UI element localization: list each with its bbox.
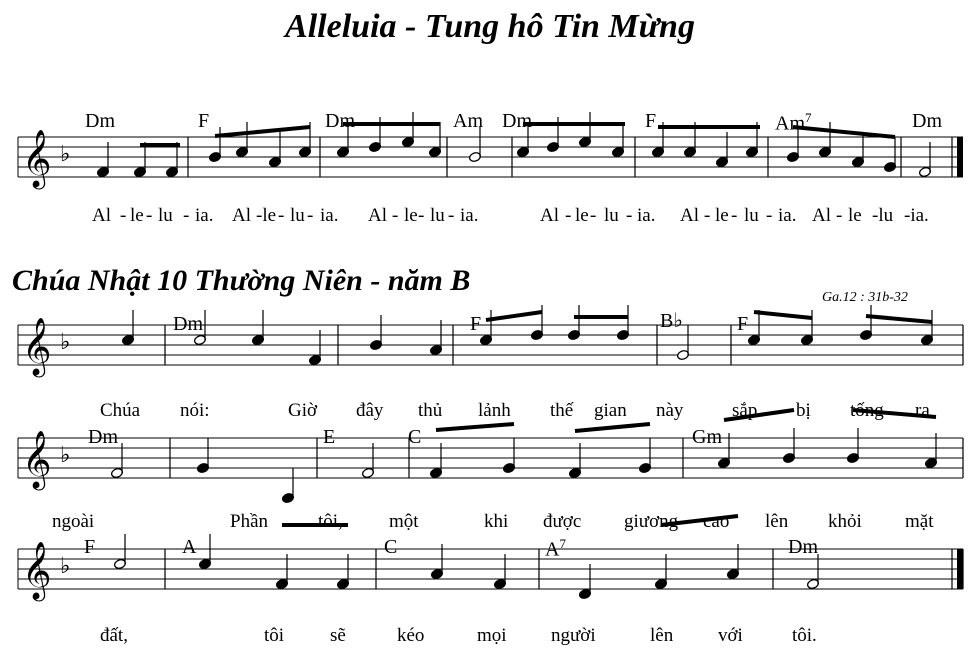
lyric-syllable: thế <box>550 400 574 421</box>
chord: Gm <box>692 426 722 448</box>
chord: B♭ <box>660 310 683 332</box>
lyric-syllable: - <box>704 205 711 226</box>
treble-clef: 𝄞 <box>22 541 52 599</box>
final-barline <box>957 137 963 177</box>
lyric-syllable: ia. <box>195 205 214 226</box>
lyric-syllable: lu <box>430 205 445 226</box>
chord: E <box>323 426 336 448</box>
final-barline <box>957 549 963 589</box>
treble-clef: 𝄞 <box>22 129 52 187</box>
lyric-syllable: - <box>766 205 773 226</box>
lyric-syllable: Al <box>232 205 251 226</box>
lyric-syllable: lu <box>158 205 173 226</box>
lyric-syllable: gian <box>594 400 627 421</box>
lyric-syllable: một <box>389 511 419 532</box>
flat-sign: ♭ <box>60 554 71 579</box>
note-beam <box>215 127 310 136</box>
lyric-syllable: này <box>656 400 684 421</box>
lyric-syllable: được <box>543 511 582 532</box>
note-beam <box>575 424 650 431</box>
lyric-syllable: tôi <box>264 625 285 646</box>
lyric-syllable: người <box>551 625 596 646</box>
lyric-syllable: khỏi <box>828 511 862 532</box>
chord: Dm <box>85 110 115 132</box>
lyric-syllable: mặt <box>905 511 934 532</box>
lyric-syllable: tống <box>850 400 884 421</box>
flat-sign: ♭ <box>60 330 71 355</box>
lyric-syllable: Phần <box>230 511 268 532</box>
lyric-syllable: - <box>278 205 285 226</box>
chord: Dm <box>788 536 818 558</box>
lyric-syllable: le <box>404 205 418 226</box>
lyric-syllable: lảnh <box>478 400 511 421</box>
lyric-syllable: le <box>575 205 589 226</box>
treble-clef: 𝄞 <box>22 317 52 375</box>
lyric-syllable: - <box>590 205 597 226</box>
lyric-syllable: - <box>392 205 399 226</box>
occasion-subtitle: Chúa Nhật 10 Thường Niên - năm B <box>12 264 471 297</box>
lyric-syllable: Al <box>680 205 699 226</box>
lyric-syllable: bị <box>796 400 811 421</box>
song-title: Alleluia - Tung hô Tin Mừng <box>285 8 695 45</box>
lyric-syllable: -lu <box>872 205 894 226</box>
treble-clef: 𝄞 <box>22 430 52 488</box>
chord: Dm <box>325 110 355 132</box>
lyric-syllable: khi <box>484 511 509 532</box>
flat-sign: ♭ <box>60 443 71 468</box>
lyric-syllable: - <box>307 205 314 226</box>
chord: C <box>408 426 422 448</box>
lyric-syllable: sẽ <box>330 625 346 646</box>
chord: Dm <box>173 313 203 335</box>
note-beam <box>486 312 542 320</box>
lyric-syllable: mọi <box>477 625 507 646</box>
lyric-syllable: Al <box>92 205 111 226</box>
lyric-syllable: - <box>146 205 153 226</box>
chord: F <box>737 313 749 335</box>
lyric-syllable: - <box>418 205 425 226</box>
lyric-syllable: tôi. <box>792 625 817 646</box>
lyric-syllable: - <box>565 205 572 226</box>
lyric-syllable: -le <box>256 205 277 226</box>
lyric-syllable: - <box>183 205 190 226</box>
lyric-syllable: le <box>848 205 862 226</box>
chord: F <box>84 536 96 558</box>
flat-sign: ♭ <box>60 142 71 167</box>
lyric-syllable: ra <box>915 400 930 421</box>
lyric-syllable: đất, <box>100 625 128 646</box>
lyric-syllable: kéo <box>397 625 425 646</box>
lyric-syllable: - <box>626 205 633 226</box>
chord: $A^7$ <box>545 536 566 561</box>
lyric-syllable: ia. <box>320 205 339 226</box>
chord: F <box>645 110 657 132</box>
lyric-syllable: Chúa <box>100 400 141 421</box>
lyric-syllable: - <box>448 205 455 226</box>
chord: F <box>198 110 210 132</box>
lyric-syllable: - <box>120 205 127 226</box>
chord: Am <box>453 110 483 132</box>
lyric-syllable: cao <box>703 511 730 532</box>
note-beam <box>436 424 514 430</box>
lyric-syllable: đây <box>356 400 384 421</box>
lyric-syllable: với <box>718 625 743 646</box>
chord: Dm <box>502 110 532 132</box>
note-beam <box>754 312 812 318</box>
lyric-syllable: tôi, <box>318 511 343 532</box>
chord: Dm <box>88 426 118 448</box>
lyric-syllable: nói: <box>180 400 210 421</box>
lyric-syllable: le <box>130 205 144 226</box>
chord: A <box>182 536 197 558</box>
chord: Am$^7$ <box>775 110 812 135</box>
lyric-syllable: lên <box>650 625 674 646</box>
scripture-reference: Ga.12 : 31b-32 <box>822 290 908 305</box>
chord: Dm <box>912 110 942 132</box>
lyric-syllable: -ia. <box>904 205 929 226</box>
lyric-syllable: Al <box>368 205 387 226</box>
lyric-syllable: sắp <box>732 400 758 421</box>
lyric-syllable: - <box>731 205 738 226</box>
lyric-syllable: lu <box>290 205 305 226</box>
lyric-syllable: Giờ <box>288 400 318 421</box>
lyric-syllable: Al <box>812 205 831 226</box>
lyric-syllable: lu <box>744 205 759 226</box>
chord: F <box>470 313 482 335</box>
lyric-syllable: ngoài <box>52 511 95 532</box>
lyric-syllable: ia. <box>637 205 656 226</box>
lyric-syllable: Al <box>540 205 559 226</box>
lyric-syllable: thủ <box>418 400 443 421</box>
lyric-syllable: lu <box>604 205 619 226</box>
chord: C <box>384 536 398 558</box>
lyric-syllable: - <box>836 205 843 226</box>
lyric-syllable: ia. <box>460 205 479 226</box>
lyric-syllable: le <box>715 205 729 226</box>
note-beam <box>866 316 932 322</box>
lyric-syllable: ia. <box>778 205 797 226</box>
lyric-syllable: giương <box>624 511 679 532</box>
lyric-syllable: lên <box>765 511 789 532</box>
